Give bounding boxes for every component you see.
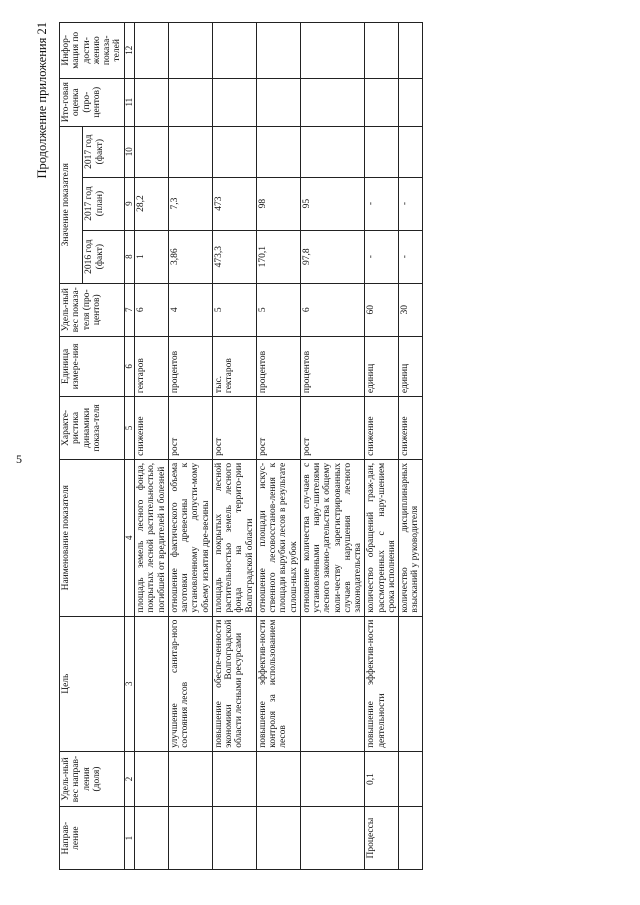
row-unit: гектаров — [135, 336, 169, 396]
row-info — [399, 23, 423, 79]
row-info — [168, 23, 212, 79]
row-direction — [212, 807, 256, 870]
row-goal: повышение обеспе-ченности экономики Волгоградской области лесными ресурсами — [212, 616, 256, 751]
row-weight-indicator: 6 — [135, 283, 169, 336]
row-weight — [256, 751, 300, 806]
row-value-2016: 473,3 — [212, 230, 256, 283]
row-indicator-name: количество обращений граж-дан, рассмотренных с нару-шением срока исполнения — [365, 459, 399, 616]
row-value-2017-fact — [135, 126, 169, 177]
row-unit: тыс. гектаров — [212, 336, 256, 396]
row-value-2017-fact — [212, 126, 256, 177]
col-num: 10 — [124, 126, 135, 177]
row-dynamics: рост — [256, 397, 300, 460]
header-indicator-name: Наименование показателя — [60, 459, 125, 616]
row-value-2017-plan: 95 — [300, 177, 365, 230]
row-info — [135, 23, 169, 79]
col-num: 8 — [124, 230, 135, 283]
row-total — [212, 78, 256, 126]
row-value-2016: 1 — [135, 230, 169, 283]
row-value-2016: 170,1 — [256, 230, 300, 283]
col-num: 4 — [124, 459, 135, 616]
indicators-table — [59, 22, 423, 870]
header-weight-indicator: Удель-ный вес показа-теля (про-центов) — [60, 283, 125, 336]
row-weight: 0,1 — [365, 751, 399, 806]
header-value-group: Значение показателя — [60, 126, 83, 283]
row-goal: повышение эффектив-ности контроля за использованием лесов — [256, 616, 300, 751]
row-direction — [168, 807, 212, 870]
header-total: Ито-говая оценка (про-центов) — [60, 78, 125, 126]
row-weight — [399, 751, 423, 806]
row-unit: процентов — [168, 336, 212, 396]
row-value-2017-fact — [256, 126, 300, 177]
row-unit: процентов — [256, 336, 300, 396]
row-total — [300, 78, 365, 126]
row-indicator-name: площадь земель лесного фонда, покрытых лесной растительностью, погибшей от вредителей и болезней — [135, 459, 169, 616]
row-direction: Процессы — [365, 807, 399, 870]
row-weight — [212, 751, 256, 806]
row-value-2017-plan: 7,3 — [168, 177, 212, 230]
row-goal — [135, 616, 169, 751]
row-total — [135, 78, 169, 126]
row-indicator-name: отношение количества слу-чаев с установленными нару-шителями лесного законо-дательства к общему коли-честву зарегистрированных случаев нарушения лесного законодательства — [300, 459, 365, 616]
row-dynamics: снижение — [365, 397, 399, 460]
header-2017-plan: 2017 год (план) — [83, 177, 124, 230]
row-value-2017-fact — [300, 126, 365, 177]
row-info — [365, 23, 399, 79]
row-direction — [300, 807, 365, 870]
row-goal — [300, 616, 365, 751]
row-total — [365, 78, 399, 126]
row-total — [168, 78, 212, 126]
row-weight-indicator: 60 — [365, 283, 399, 336]
col-num: 1 — [124, 807, 135, 870]
row-weight-indicator: 6 — [300, 283, 365, 336]
row-value-2016: 97,8 — [300, 230, 365, 283]
row-info — [256, 23, 300, 79]
col-num: 12 — [124, 23, 135, 79]
table-row — [365, 23, 399, 870]
table-row — [300, 23, 365, 870]
row-total — [399, 78, 423, 126]
col-num: 5 — [124, 397, 135, 460]
table-row — [399, 23, 423, 870]
column-numbers-row — [124, 23, 135, 870]
row-indicator-name: площадь покрытых лесной растительностью земель лесного фонда на террито-рии Волгоградской области — [212, 459, 256, 616]
row-goal: повышение эффектив-ности деятельности — [365, 616, 399, 751]
row-weight — [300, 751, 365, 806]
row-value-2017-fact — [399, 126, 423, 177]
row-direction — [256, 807, 300, 870]
rotated-table-page — [35, 22, 610, 870]
page-number: 5 — [16, 452, 22, 466]
col-num: 3 — [124, 616, 135, 751]
row-value-2017-plan: 98 — [256, 177, 300, 230]
row-unit: процентов — [300, 336, 365, 396]
header-row — [60, 23, 83, 870]
row-direction — [135, 807, 169, 870]
row-value-2017-fact — [365, 126, 399, 177]
row-goal: улучшение санитар-ного состояния лесов — [168, 616, 212, 751]
row-info — [300, 23, 365, 79]
row-total — [256, 78, 300, 126]
row-weight — [168, 751, 212, 806]
row-indicator-name: количество дисциплинарных взысканий у руководителя — [399, 459, 423, 616]
row-value-2017-plan: 473 — [212, 177, 256, 230]
row-direction — [399, 807, 423, 870]
row-indicator-name: отношение площади искус-ственного лесовосстанов-ления к площади вырубки лесов в результате сплош-ных рубок — [256, 459, 300, 616]
row-value-2017-fact — [168, 126, 212, 177]
table-row — [212, 23, 256, 870]
header-goal: Цель — [60, 616, 125, 751]
row-dynamics: снижение — [135, 397, 169, 460]
row-goal — [399, 616, 423, 751]
row-weight — [135, 751, 169, 806]
row-dynamics: снижение — [399, 397, 423, 460]
header-2017-fact: 2017 год (факт) — [83, 126, 124, 177]
row-value-2017-plan: - — [365, 177, 399, 230]
col-num: 9 — [124, 177, 135, 230]
col-num: 2 — [124, 751, 135, 806]
row-weight-indicator: 5 — [256, 283, 300, 336]
row-weight-indicator: 5 — [212, 283, 256, 336]
header-weight-direction: Удель-ный вес направ-ления (доля) — [60, 751, 125, 806]
row-unit: единиц — [399, 336, 423, 396]
row-dynamics: рост — [168, 397, 212, 460]
row-dynamics: рост — [212, 397, 256, 460]
col-num: 11 — [124, 78, 135, 126]
row-weight-indicator: 30 — [399, 283, 423, 336]
col-num: 7 — [124, 283, 135, 336]
row-dynamics: рост — [300, 397, 365, 460]
row-weight-indicator: 4 — [168, 283, 212, 336]
table-row — [135, 23, 169, 870]
header-dynamics: Характе-ристика динамики показа-теля — [60, 397, 125, 460]
header-direction: Направ-ление — [60, 807, 125, 870]
row-value-2017-plan: - — [399, 177, 423, 230]
table-row — [168, 23, 212, 870]
header-info: Инфор-мация по дости-жению показа-телей — [60, 23, 125, 79]
header-unit: Единица измере-ния — [60, 336, 125, 396]
row-value-2016: - — [399, 230, 423, 283]
row-unit: единиц — [365, 336, 399, 396]
row-indicator-name: отношение фактического объема заготовки древесины к установленному допусти-мому объему изъятия дре-весины — [168, 459, 212, 616]
row-info — [212, 23, 256, 79]
col-num: 6 — [124, 336, 135, 396]
row-value-2016: - — [365, 230, 399, 283]
caption: Продолжение приложения 21 — [35, 22, 49, 179]
table-body — [135, 23, 423, 870]
row-value-2017-plan: 28,2 — [135, 177, 169, 230]
row-value-2016: 3,86 — [168, 230, 212, 283]
table-row — [256, 23, 300, 870]
header-2016-fact: 2016 год (факт) — [83, 230, 124, 283]
